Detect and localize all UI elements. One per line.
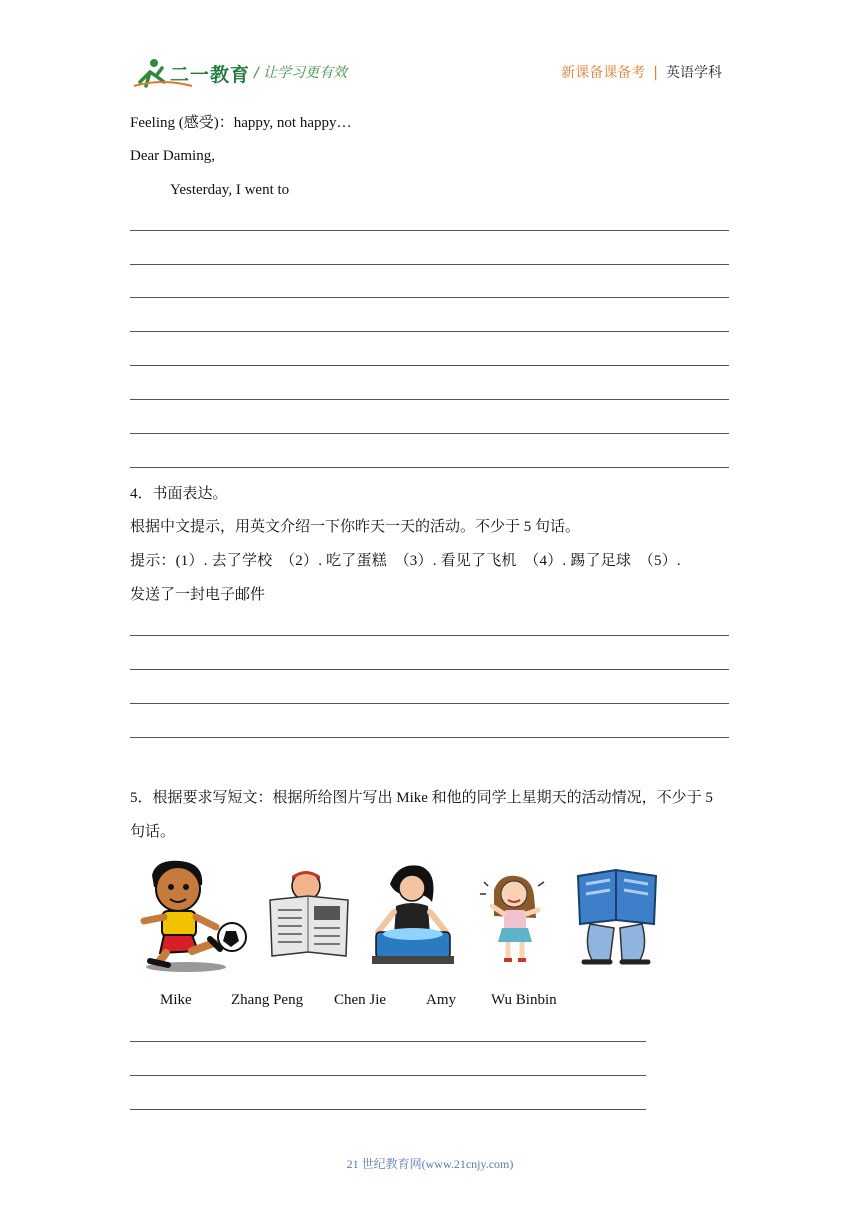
header-slogan: / 让学习更有效 <box>254 65 348 81</box>
student-name-amy: Amy <box>426 992 456 1008</box>
student-name-chen-jie: Chen Jie <box>334 992 387 1008</box>
girl-washing-picture <box>368 862 458 968</box>
student-name-zhang-peng: Zhang Peng <box>231 992 304 1008</box>
header-separator: | <box>653 65 658 81</box>
header-subject: 英语学科 <box>666 65 722 81</box>
q4-hint-continued: 发送了一封电子邮件 <box>130 587 266 603</box>
student-name-mike: Mike <box>160 992 192 1008</box>
q5-prompt: 5．根据要求写短文：根据所给图片写出 Mike 和他的同学上星期天的活动情况，不少于 5 <box>130 790 713 806</box>
feeling-line: Feeling (感受)：happy, not happy… <box>130 115 352 131</box>
writing-line <box>130 433 729 434</box>
logo-text: 二一教育 <box>170 64 251 86</box>
writing-line <box>130 264 729 265</box>
letter-opening: Yesterday, I went to <box>170 182 290 198</box>
writing-line <box>130 467 729 468</box>
q4-hint: 提示：(1）. 去了学校 （2）. 吃了蛋糕 （3）. 看见了飞机 （4）. 踢了足球 （5）. <box>130 553 681 569</box>
writing-line <box>130 365 729 366</box>
boy-playing-football-picture <box>136 855 254 975</box>
writing-line <box>130 635 729 636</box>
footer-text: 21 世纪教育网(www.21cnjy.com) <box>346 1157 514 1171</box>
q4-instruction: 根据中文提示，用英文介绍一下你昨天一天的活动。不少于 5 句话。 <box>130 519 581 535</box>
writing-line <box>130 1075 646 1076</box>
letter-greeting: Dear Daming, <box>130 148 215 164</box>
writing-line <box>130 331 729 332</box>
writing-line <box>130 297 729 298</box>
boy-reading-newspaper-picture <box>266 870 352 962</box>
writing-line <box>130 1109 646 1110</box>
writing-line <box>130 669 729 670</box>
q4-title: 4．书面表达。 <box>130 486 228 502</box>
writing-line <box>130 703 729 704</box>
writing-line <box>130 399 729 400</box>
writing-line <box>130 1041 646 1042</box>
student-reading-book-picture <box>570 866 664 968</box>
header-category: 新课备课备考 <box>561 65 646 81</box>
header-right <box>561 62 722 82</box>
q5-prompt-continued: 句话。 <box>130 824 176 840</box>
writing-line <box>130 230 729 231</box>
student-name-wu-binbin: Wu Binbin <box>491 992 557 1008</box>
girl-singing-picture <box>478 872 552 964</box>
writing-line <box>130 737 729 738</box>
